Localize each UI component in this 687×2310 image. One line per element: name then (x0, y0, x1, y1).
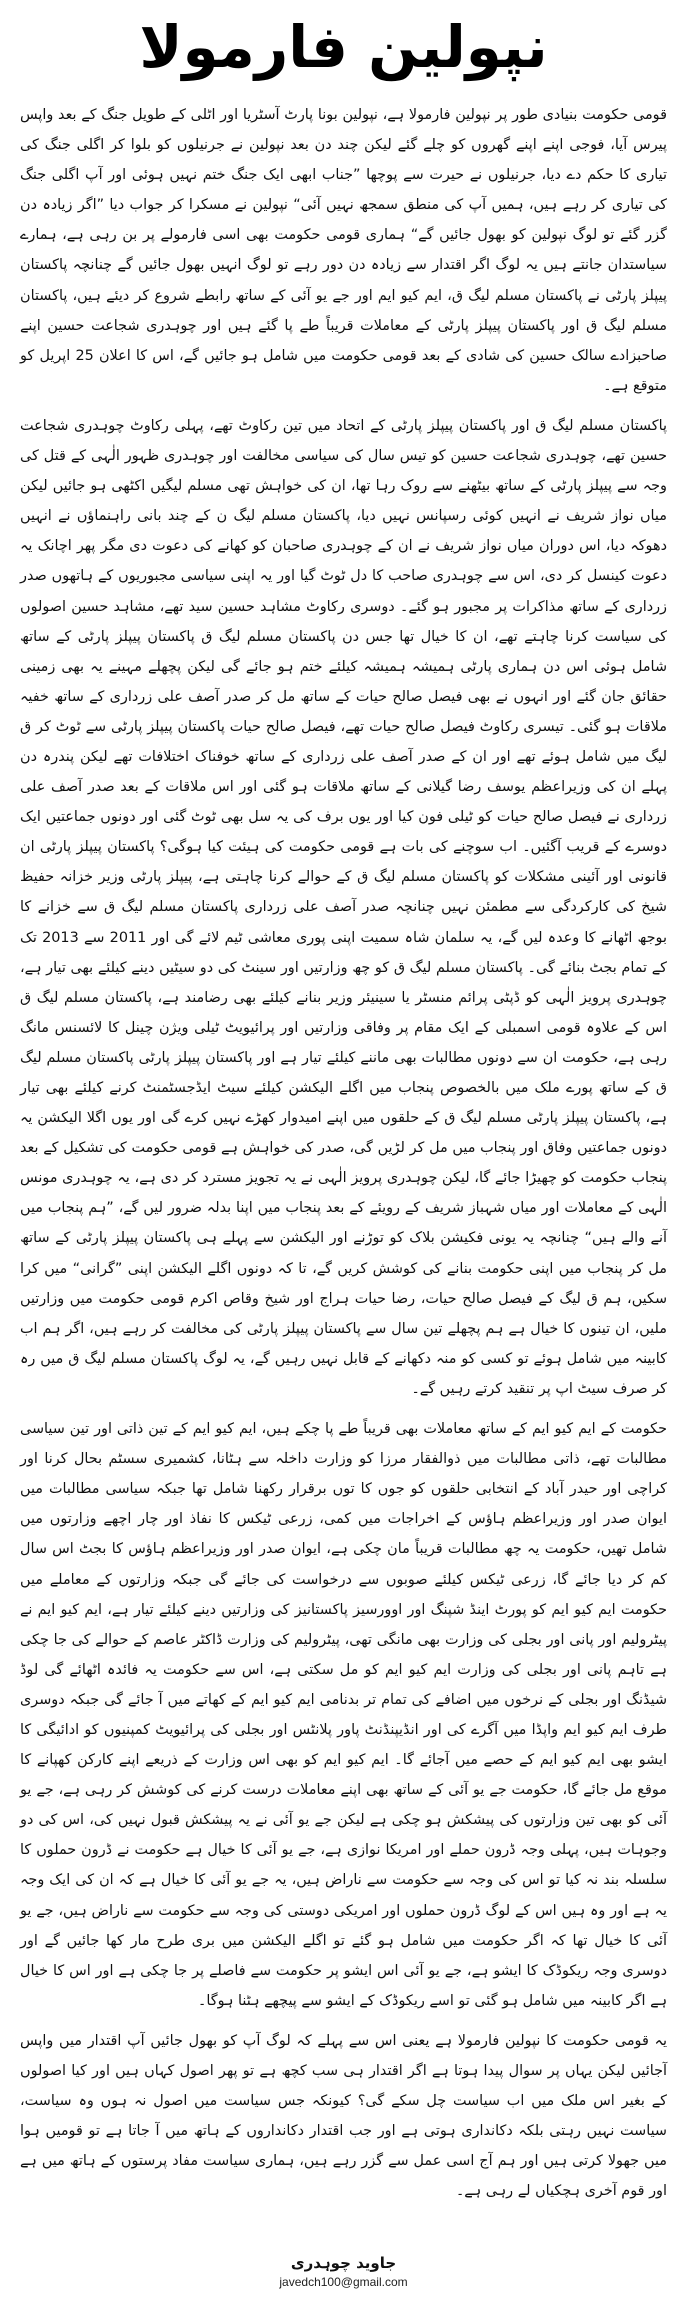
author-name: جاوید چوہدری (290, 2254, 397, 2272)
article-paragraph-3: حکومت کے ایم کیو ایم کے ساتھ معاملات بھی قریباً طے پا چکے ہیں، ایم کیو ایم کے تین ذاتی اور تین سیاسی مطالبات تھے، ذاتی مطالبات میں ذوالفقار مرزا کو وزارت داخلہ سے ہٹانا، کشمیری سسٹم بحال کرنا اور کراچی اور حیدر آباد کے انتخابی حلقوں کو جوں کا توں برقرار رکھنا شامل تھا جبکہ سیاسی مطالبات میں ایوان صدر اور وزیراعظم ہاؤس کے اخراجات میں کمی، زرعی ٹیکس کا نفاذ اور چار اچھے وزارتوں میں شامل تھیں، حکومت یہ چھ مطالبات قریباً مان چکی ہے، ایوان صدر اور وزیراعظم ہاؤس کا بجٹ اس سال کم کر دیا جائے گا، زرعی ٹیکس کیلئے صوبوں سے درخواست کی جائے گی جبکہ وزارتوں کے معاملے میں حکومت ایم کیو ایم کو پورٹ اینڈ شپنگ اور اوورسیز پاکستانیز کی وزارتیں دینے کیلئے تیار ہے، ایم کیو ایم نے پیٹرولیم اور پانی اور بجلی کی وزارت بھی مانگی تھی، پیٹرولیم کی وزارت ڈاکٹر عاصم کے حوالے کی جا چکی ہے تاہم پانی اور بجلی کی وزارت ایم کیو ایم کو مل سکتی ہے، اس سے حکومت یہ فائدہ اٹھائے گی لوڈ شیڈنگ اور بجلی کے نرخوں میں اضافے کی تمام تر بدنامی ایم کیو ایم کے کھاتے میں آ جائے گی جبکہ دوسری طرف ایم کیو ایم واپڈا میں آگرے کی اور انڈیپنڈنٹ پاور پلانٹس اور بجلی کی پرائیویٹ کمپنیوں کو ادائیگی کا ایشو بھی ایم کیو ایم کے حصے میں آجائے گا۔ ایم کیو ایم کو بھی اس وزارت کے ذریعے اپنے کارکن کھپانے کا موقع مل جائے گا، حکومت جے یو آئی کے ساتھ بھی اپنے معاملات درست کرنے کی کوشش کر رہی ہے، جے یو آئی کو بھی تین وزارتوں کی پیشکش ہو چکی ہے لیکن جے یو آئی نے یہ پیشکش قبول نہیں کی، اس کی دو وجوہات ہیں، پہلی وجہ ڈرون حملے اور امریکا نوازی ہے، جے یو آئی کا خیال ہے حکومت نے ڈرون حملوں کا سلسلہ بند نہ کیا تو اس کی وجہ سے حکومت سے ناراض ہیں، یہ جے یو آئی کا خیال ہے کہ ان کی ایک وجہ یہ ہے اور وہ ہیں اس کے لوگ ڈرون حملوں اور امریکی دوستی کی وجہ سے حکومت سے ناراض ہیں، جے یو آئی کا خیال تھا کہ اگر حکومت میں شامل ہو گئے تو اگلے الیکشن میں بری طرح مار کھا جائیں گے اور دوسری وجہ ریکوڈک کا ایشو ہے، جے یو آئی اس ایشو پر حکومت سے فاصلے پر جا چکی ہے اور اس کا خیال ہے اگر کابینہ میں شامل ہو گئی تو اسے ریکوڈک کے ایشو سے پیچھے ہٹنا ہوگا۔ (20, 1421, 667, 2009)
article-title: نپولین فارمولا (139, 13, 548, 81)
article-paragraph-1: قومی حکومت بنیادی طور پر نپولین فارمولا ہے، نپولین بونا پارٹ آسٹریا اور اٹلی کے طویل جنگ کے بعد واپس پیرس آیا، فوجی اپنے اپنے گھروں کو چلے گئے لیکن چند دن بعد نپولین نے جرنیلوں کو بلوا کر اگلی جنگ کی تیاری کا حکم دے دیا، جرنیلوں نے حیرت سے پوچھا ”جناب ابھی ایک جنگ ختم نہیں ہوئی اور آپ اگلی جنگ کی تیاری کر رہے ہیں، ہمیں آپ کی منطق سمجھ نہیں آئی“ نپولین نے مسکرا کر جواب دیا ”اگر زیادہ دن گزر گئے تو لوگ نپولین کو بھول جائیں گے“ ہماری قومی حکومت بھی اسی فارمولے پر بن رہی ہے، ہمارے سیاستدان جانتے ہیں یہ لوگ اگر اقتدار سے زیادہ دن دور رہے تو لوگ انہیں بھول جائیں گے چنانچہ پاکستان پیپلز پارٹی نے پاکستان مسلم لیگ ق، ایم کیو ایم اور جے یو آئی کے ساتھ رابطے شروع کر دیئے ہیں، پاکستان مسلم لیگ ق اور پاکستان پیپلز پارٹی کے معاملات قریباً طے پا گئے ہیں اور چوہدری شجاعت حسین اپنے صاحبزادے سالک حسین کی شادی کے بعد قومی حکومت میں شامل ہو جائیں گے، اس کا اعلان 25 اپریل کو متوقع ہے۔ (20, 107, 667, 394)
author-byline (0, 2252, 687, 2290)
article-paragraph-4: یہ قومی حکومت کا نپولین فارمولا ہے یعنی اس سے پہلے کہ لوگ آپ کو بھول جائیں آپ اقتدار میں واپس آجائیں لیکن یہاں پر سوال پیدا ہوتا ہے اگر اقتدار ہی سب کچھ ہے تو پھر اصول کہاں ہیں اور کیا اصولوں کے بغیر اس ملک میں اب سیاست چل سکے گی؟ کیونکہ جس سیاست میں اصول نہ ہوں وہ سیاست، سیاست نہیں رہتی بلکہ دکانداری ہوتی ہے اور جب اقتدار دکانداروں کے ہاتھ میں آ جاتا ہے تو قومیں ہوا میں جھولا کرتی ہیں اور ہم آج اسی عمل سے گزر رہے ہیں، ہماری سیاست مفاد پرستوں کے ہاتھ میں ہے اور قوم آخری ہچکیاں لے رہی ہے۔ (20, 2032, 667, 2200)
article-paragraph-2: پاکستان مسلم لیگ ق اور پاکستان پیپلز پارٹی کے اتحاد میں تین رکاوٹ تھے، پہلی رکاوٹ چوہدری شجاعت حسین تھے، چوہدری شجاعت حسین کو تیس سال کی سیاسی مخالفت اور چوہدری ظہور الٰہی کے قتل کی وجہ سے پیپلز پارٹی کے ساتھ بیٹھنے سے روک رہا تھا، ان کی خواہش تھی مسلم لیگیں اکٹھی ہو جائیں لیکن میاں نواز شریف نے انہیں کوئی رسپانس نہیں دیا، پاکستان مسلم لیگ ن کے چند بانی راہنماؤں نے انہیں دھوکہ دیا، اس دوران میاں نواز شریف نے ان کے چوہدری صاحبان کو کھانے کی دعوت دی مگر پھر اچانک یہ دعوت کینسل کر دی، اس سے چوہدری صاحب کا دل ٹوٹ گیا اور یہ اپنی سیاسی مجبوریوں کے ہاتھوں صدر زرداری کے ساتھ مذاکرات پر مجبور ہو گئے۔ دوسری رکاوٹ مشاہد حسین سید تھے، مشاہد حسین اصولوں کی سیاست کرنا چاہتے تھے، ان کا خیال تھا جس دن پاکستان مسلم لیگ ق پاکستان پیپلز پارٹی کے ساتھ شامل ہوئی اس دن ہماری پارٹی ہمیشہ ہمیشہ کیلئے ختم ہو جائے گی لیکن پچھلے مہینے یہ بھی زمینی حقائق جان گئے اور انہوں نے بھی فیصل صالح حیات کے ساتھ مل کر صدر آصف علی زرداری کے ساتھ خفیہ ملاقات ہو گئی۔ تیسری رکاوٹ فیصل صالح حیات تھے، فیصل صالح حیات پاکستان پیپلز پارٹی سے ٹوٹ کر ق لیگ میں شامل ہوئے تھے اور ان کے صدر آصف علی زرداری کے ساتھ خوفناک اختلافات تھے لیکن پندرہ دن پہلے ان کی وزیراعظم یوسف رضا گیلانی کے ساتھ ملاقات ہو گئی اور اس ملاقات کے بعد صدر آصف علی زرداری نے فیصل صالح حیات کو ٹیلی فون کیا اور یوں برف کی یہ سل بھی ٹوٹ گئی اور دونوں جماعتیں ایک دوسرے کے قریب آگئیں۔ اب سوچنے کی بات ہے قومی حکومت کی ہیئت کیا ہوگی؟ پاکستان پیپلز پارٹی ان قانونی اور آئینی مشکلات کو پاکستان مسلم لیگ ق کے حوالے کرنا چاہتی ہے، پیپلز پارٹی وزیر خزانہ حفیظ شیخ کی کارکردگی سے مطمئن نہیں چنانچہ صدر آصف علی زرداری پاکستان مسلم لیگ ق سے خزانے کا بوجھ اٹھانے کا وعدہ لیں گے، یہ سلمان شاہ سمیت اپنی پوری معاشی ٹیم لائے گی اور 2011 سے 2013 تک کے تمام بجٹ بنائے گی۔ پاکستان مسلم لیگ ق کو چھ وزارتیں اور سینٹ کی دو سیٹیں دینے کیلئے بھی تیار ہے، چوہدری پرویز الٰہی کو ڈپٹی پرائم منسٹر یا سینیئر وزیر بنانے کیلئے بھی رضامند ہے، پاکستان مسلم لیگ ق اس کے علاوہ قومی اسمبلی کے ایک مقام پر وفاقی وزارتیں اور پرائیویٹ ٹیلی ویژن چینل کا لائسنس مانگ رہی ہے، حکومت ان سے دونوں مطالبات بھی ماننے کیلئے تیار ہے اور پاکستان پیپلز پارٹی پاکستان مسلم لیگ ق کے ساتھ پورے ملک میں بالخصوص پنجاب میں اگلے الیکشن کیلئے سیٹ ایڈجسٹمنٹ کرنے کیلئے بھی تیار ہے، پاکستان پیپلز پارٹی مسلم لیگ ق کے حلقوں میں اپنے امیدوار کھڑے نہیں کرے گی اور یوں اگلا الیکشن یہ دونوں جماعتیں وفاق اور پنجاب میں مل کر لڑیں گی، صدر کی خواہش ہے قومی حکومت کی تشکیل کے بعد پنجاب حکومت کو چھیڑا جائے گا، لیکن چوہدری پرویز الٰہی نے یہ تجویز مسترد کر دی ہے، یہ چوہدری مونس الٰہی کے معاملات اور میاں شہباز شریف کے رویئے کے بعد پنجاب میں اپنا بدلہ ضرور لیں گے، ”ہم پنجاب میں آنے والے ہیں“ چنانچہ یہ یونی فکیشن بلاک کو توڑنے اور الیکشن سے پہلے ہی پاکستان پیپلز پارٹی کے ساتھ مل کر پنجاب میں اپنی حکومت بنانے کی کوشش کریں گے، تا کہ دونوں اگلے الیکشن اپنی ”گرانی“ میں کرا سکیں، ہم ق لیگ کے فیصل صالح حیات، رضا حیات ہراج اور شیخ وقاص اکرم قومی حکومت میں وزارتیں ملیں، ان تینوں کا خیال ہے ہم پچھلے تین سال سے پاکستان پیپلز پارٹی کی مخالفت کر رہے ہیں، اگر ہم اب کابینہ میں شامل ہوئے تو کسی کو منہ دکھانے کے قابل نہیں رہیں گے، یہ لوگ پاکستان مسلم لیگ ق میں رہ کر صرف سیٹ اپ پر تنقید کرتے رہیں گے۔ (20, 417, 667, 1397)
author-email[interactable]: javedch100@gmail.com (279, 2275, 408, 2289)
article-column (20, 0, 667, 2310)
